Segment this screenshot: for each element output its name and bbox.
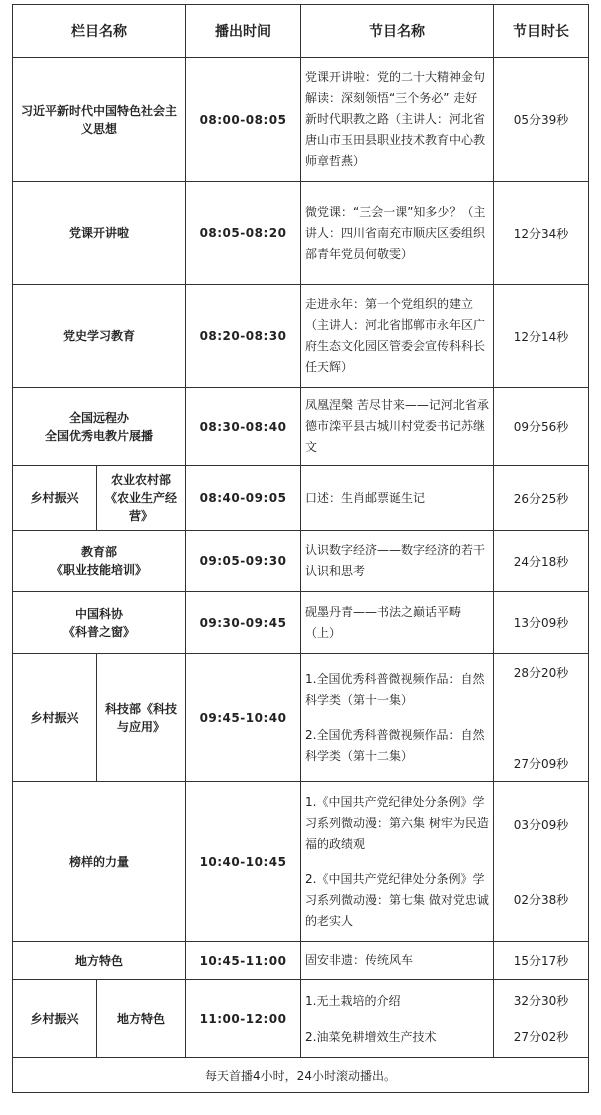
column-name (13, 388, 186, 466)
table-row (13, 980, 589, 1058)
duration: 13分09秒 (494, 592, 589, 654)
column-name-sub: 科技部《科技与应用》 (97, 654, 186, 782)
duration: 24分18秒 (494, 531, 589, 592)
air-time: 08:30-08:40 (186, 388, 301, 466)
footer-note: 每天首播4小时，24小时滚动播出。 (13, 1058, 589, 1093)
program-name: 党课开讲啦：党的二十大精神金句解读：深刻领悟“三个务必” 走好新时代职教之路（主讲人：河北省唐山市玉田县职业技术教育中心教师章哲燕） (301, 58, 494, 182)
column-name: 地方特色 (13, 942, 186, 980)
column-name (13, 531, 186, 592)
table-row (13, 466, 589, 531)
duration: 26分25秒 (494, 466, 589, 531)
footer-row (13, 1058, 589, 1093)
duration: 32分30秒 (513, 993, 569, 1008)
air-time: 08:05-08:20 (186, 182, 301, 285)
column-name: 党课开讲啦 (13, 182, 186, 285)
duration: 03分09秒 (513, 817, 569, 832)
column-name-line1: 教育部 (80, 545, 117, 559)
table-row (13, 388, 589, 466)
column-name-main: 乡村振兴 (13, 654, 97, 782)
table-row (13, 531, 589, 592)
table-row (13, 182, 589, 285)
column-name-line1: 全国远程办 (68, 410, 129, 425)
column-name-line2: 《职业技能培训》 (50, 563, 147, 577)
column-name-main: 乡村振兴 (13, 466, 97, 531)
duration: 15分17秒 (494, 942, 589, 980)
duration-list (494, 782, 589, 942)
column-name-line1: 中国科协 (74, 606, 123, 621)
table-row (13, 654, 589, 782)
schedule-table (12, 4, 589, 1093)
program-name: 凤凰涅槃 苦尽甘来——记河北省承德市滦平县古城川村党委书记苏继文 (301, 388, 494, 466)
program-list (301, 654, 494, 782)
column-name: 党史学习教育 (13, 285, 186, 388)
air-time: 10:45-11:00 (186, 942, 301, 980)
duration: 27分09秒 (513, 756, 569, 771)
column-name-sub: 地方特色 (97, 980, 186, 1058)
table-row (13, 58, 589, 182)
program-name: 微党课：“三会一课”知多少？（主讲人：四川省南充市顺庆区委组织部青年党员何敬雯） (301, 182, 494, 285)
air-time: 08:00-08:05 (186, 58, 301, 182)
program-name: 砚墨丹青——书法之巅话平畴（上） (301, 592, 494, 654)
column-name-sub: 农业农村部《农业生产经营》 (97, 466, 186, 531)
program-name: 走进永年：第一个党组织的建立（主讲人：河北省邯郸市永年区广府生态文化园区管委会宣传科科长任天辉） (301, 285, 494, 388)
program-item: 1.《中国共产党纪律处分条例》学习系列微动漫：第六集 树牢为民造福的政绩观 (305, 794, 489, 851)
header-program-name: 节目名称 (301, 5, 494, 58)
air-time: 09:45-10:40 (186, 654, 301, 782)
program-list (301, 782, 494, 942)
program-name: 固安非遗：传统风车 (301, 942, 494, 980)
program-item: 2.《中国共产党纪律处分条例》学习系列微动漫：第七集 做对党忠诚的老实人 (305, 871, 489, 928)
column-name (13, 592, 186, 654)
air-time: 09:30-09:45 (186, 592, 301, 654)
program-name: 认识数字经济——数字经济的若干认识和思考 (301, 531, 494, 592)
air-time: 08:40-09:05 (186, 466, 301, 531)
air-time: 09:05-09:30 (186, 531, 301, 592)
air-time: 11:00-12:00 (186, 980, 301, 1058)
duration: 12分34秒 (494, 182, 589, 285)
header-duration: 节目时长 (494, 5, 589, 58)
program-name: 口述：生肖邮票诞生记 (301, 466, 494, 531)
program-item: 2.油菜免耕增效生产技术 (305, 1029, 437, 1044)
table-row (13, 285, 589, 388)
column-name-line2: 全国优秀电教片展播 (44, 428, 153, 443)
table-row (13, 782, 589, 942)
duration: 27分02秒 (513, 1029, 569, 1044)
duration-list (494, 654, 589, 782)
duration: 12分14秒 (494, 285, 589, 388)
air-time: 08:20-08:30 (186, 285, 301, 388)
table-row (13, 592, 589, 654)
table-row (13, 942, 589, 980)
program-item: 1.无土栽培的介绍 (305, 993, 401, 1008)
duration: 28分20秒 (513, 665, 569, 680)
column-name: 榜样的力量 (13, 782, 186, 942)
header-column-name: 栏目名称 (13, 5, 186, 58)
program-item: 1.全国优秀科普微视频作品：自然科学类（第十一集） (305, 671, 485, 707)
program-list (301, 980, 494, 1058)
program-item: 2.全国优秀科普微视频作品：自然科学类（第十二集） (305, 727, 485, 763)
column-name: 习近平新时代中国特色社会主义思想 (13, 58, 186, 182)
column-name-main: 乡村振兴 (13, 980, 97, 1058)
duration: 05分39秒 (494, 58, 589, 182)
duration: 02分38秒 (513, 892, 569, 907)
air-time: 10:40-10:45 (186, 782, 301, 942)
header-air-time: 播出时间 (186, 5, 301, 58)
header-row (13, 5, 589, 58)
duration-list (494, 980, 589, 1058)
column-name-line2: 《科普之窗》 (62, 624, 135, 639)
duration: 09分56秒 (494, 388, 589, 466)
